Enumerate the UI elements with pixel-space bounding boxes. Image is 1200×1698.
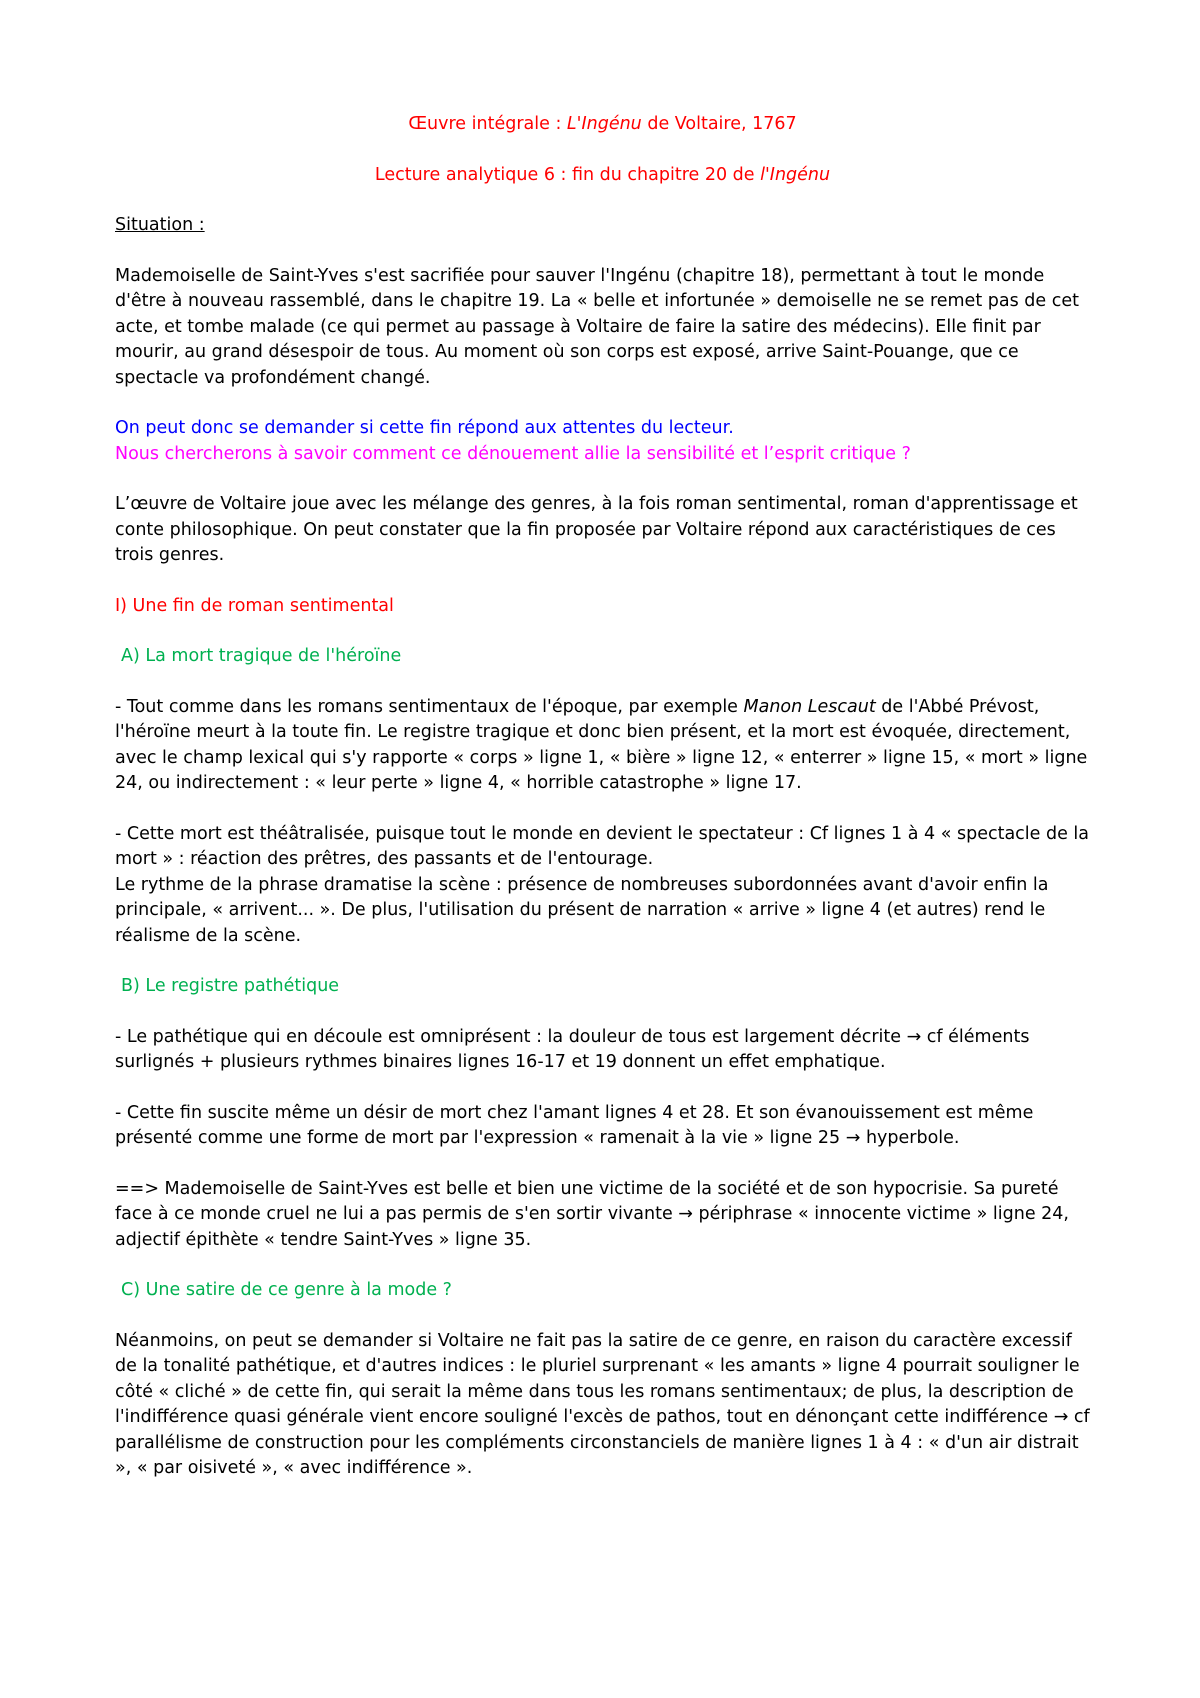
- part1-c-paragraph1: Néanmoins, on peut se demander si Voltaire ne fait pas la satire de ce genre, en raison du caractère excessif de la tonalité pathétique, et d'autres indices : le pluriel surprenant « les amants » ligne 4 pourrait souligner le côté « cliché » de cette fin, qui serait la même dans tous les romans sentimentaux; de plus, la description de l'indifférence quasi générale vient encore souligné l'excès de pathos, tout en dénonçant cette indifférence → cf parallélisme de construction pour les compléments circonstanciels de manière lignes 1 à 4 : « d'un air distrait », « par oisiveté », « avec indifférence ».: [115, 1330, 1090, 1478]
- manon-lescaut-title: Manon Lescaut: [743, 696, 876, 717]
- intro-paragraph: L’œuvre de Voltaire joue avec les mélange des genres, à la fois roman sentimental, roman d'apprentissage et conte philosophique. On peut constater que la fin proposée par Voltaire répond aux caractéristiques de ces trois genres.: [115, 494, 1078, 565]
- part1-c-title: C) Une satire de ce genre à la mode ?: [121, 1280, 452, 1300]
- problematic-plan: Nous chercherons à savoir comment ce dénouement allie la sensibilité et l’esprit critique ?: [115, 443, 911, 464]
- book-title-subtitle: l'Ingénu: [760, 164, 831, 185]
- book-title: L'Ingénu: [566, 114, 642, 134]
- part1-a-paragraph3: Le rythme de la phrase dramatise la scène : présence de nombreuses subordonnées avant d'avoir enfin la principale, « arrivent... ». De plus, l'utilisation du présent de narration « arrive » ligne 4 (et autres) rend le réalisme de la scène.: [115, 874, 1049, 946]
- document-page: [115, 112, 1090, 1482]
- situation-heading: Situation :: [115, 215, 205, 235]
- part1-b-title: B) Le registre pathétique: [121, 976, 340, 996]
- document-subtitle: Lecture analytique 6 : fin du chapitre 20 de l'Ingénu: [374, 164, 831, 185]
- part1-b-paragraph1: - Le pathétique qui en découle est omniprésent : la douleur de tous est largement décrite → cf éléments surlignés + plusieurs rythmes binaires lignes 16-17 et 19 donnent un effet emphatique.: [115, 1026, 1030, 1072]
- part1-a-paragraph2: - Cette mort est théâtralisée, puisque tout le monde en devient le spectateur : Cf lignes 1 à 4 « spectacle de la mort » : réaction des prêtres, des passants et de l'entourage.: [115, 823, 1090, 869]
- document-title: Œuvre intégrale : L'Ingénu de Voltaire, 1767: [408, 114, 797, 134]
- part1-a-title: A) La mort tragique de l'héroïne: [121, 646, 402, 666]
- problematic-question: On peut donc se demander si cette fin répond aux attentes du lecteur.: [115, 418, 734, 438]
- part1-b-conclusion: ==> Mademoiselle de Saint-Yves est belle et bien une victime de la société et de son hypocrisie. Sa pureté face à ce monde cruel ne lui a pas permis de s'en sortir vivante → périphrase « innocente victime » ligne 24, adjectif épithète « tendre Saint-Yves » ligne 35.: [115, 1178, 1069, 1250]
- part1-b-paragraph2: - Cette fin suscite même un désir de mort chez l'amant lignes 4 et 28. Et son évanouissement est même présenté comme une forme de mort par l'expression « ramenait à la vie » ligne 25 → hyperbole.: [115, 1102, 1034, 1148]
- part1-a-paragraph1: - Tout comme dans les romans sentimentaux de l'époque, par exemple Manon Lescaut de l'Abbé Prévost, l'héroïne meurt à la toute fin. Le registre tragique et donc bien présent, et la mort est évoquée, directement, avec le champ lexical qui s'y rapporte « corps » ligne 1, « bière » ligne 12, « enterrer » ligne 15, « mort » ligne 24, ou indirectement : « leur perte » ligne 4, « horrible catastrophe » ligne 17.: [115, 696, 1088, 793]
- situation-paragraph: Mademoiselle de Saint-Yves s'est sacrifiée pour sauver l'Ingénu (chapitre 18), permettant à tout le monde d'être à nouveau rassemblé, dans le chapitre 19. La « belle et infortunée » demoiselle ne se remet pas de cet acte, et tombe malade (ce qui permet au passage à Voltaire de faire la satire des médecins). Elle finit par mourir, au grand désespoir de tous. Au moment où son corps est exposé, arrive Saint-Pouange, que ce spectacle va profondément changé.: [115, 265, 1079, 388]
- part1-title: I) Une fin de roman sentimental: [115, 595, 394, 616]
